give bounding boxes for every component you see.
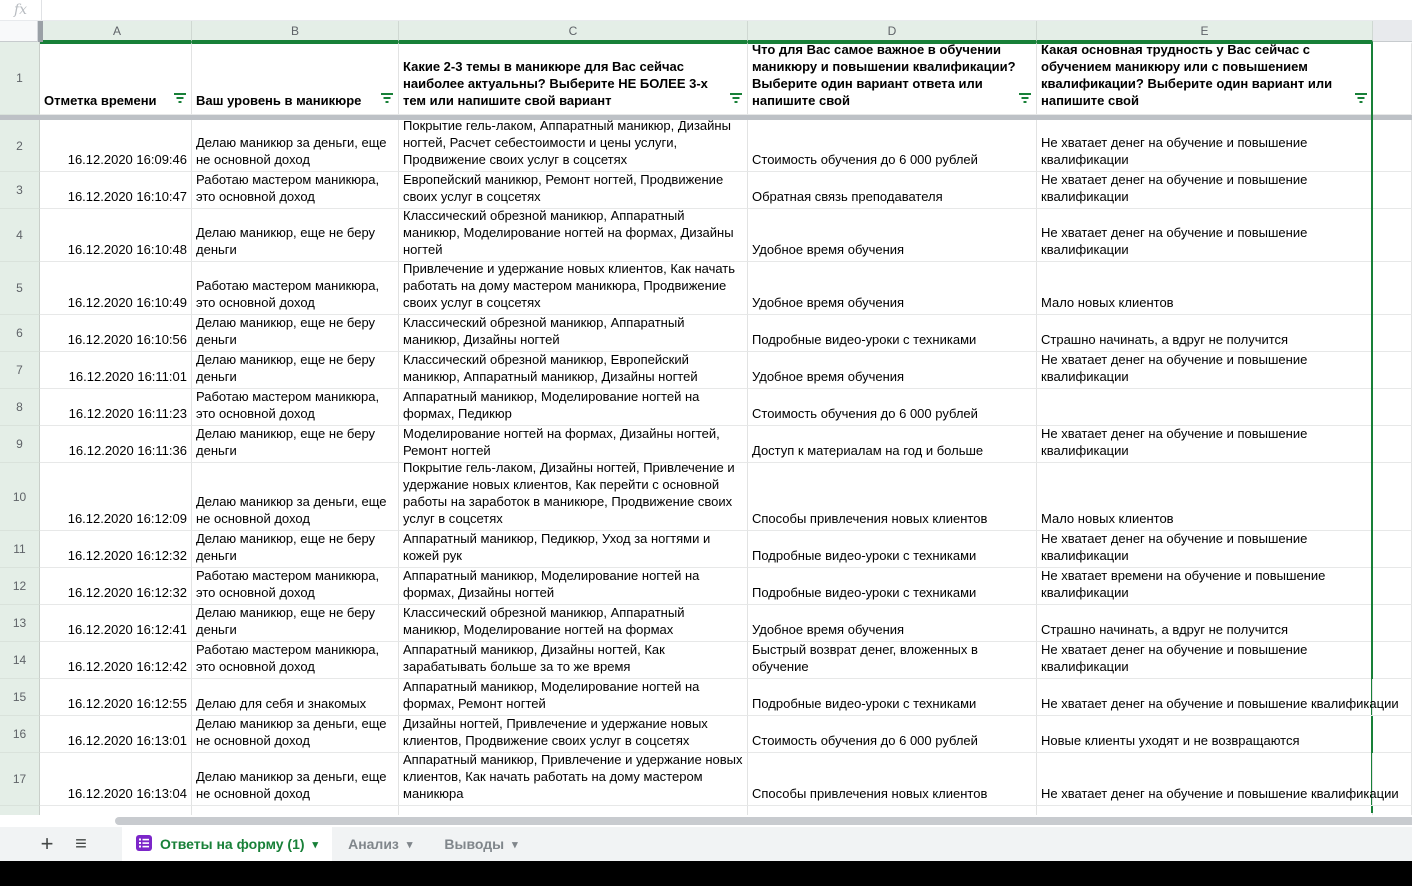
row-header-17[interactable]: 17 — [0, 753, 40, 806]
cell-A16[interactable]: 16.12.2020 16:13:01 — [40, 716, 192, 753]
cell-B12[interactable]: Работаю мастером маникюра, это основной доход — [192, 568, 399, 605]
cell-F1[interactable] — [1373, 42, 1412, 115]
table-row — [0, 209, 1412, 262]
chevron-down-icon[interactable]: ▾ — [312, 838, 319, 851]
cell-F14[interactable] — [1373, 642, 1412, 679]
cell-D5[interactable]: Удобное время обучения — [748, 262, 1037, 315]
cell-B17[interactable]: Делаю маникюр за деньги, еще не основной доход — [192, 753, 399, 806]
column-header-E[interactable]: E — [1037, 21, 1373, 42]
cell-D18[interactable] — [748, 806, 1037, 815]
cell-B10[interactable]: Делаю маникюр за деньги, еще не основной доход — [192, 463, 399, 531]
cell-C6[interactable]: Классический обрезной маникюр, Аппаратный маникюр, Дизайны ногтей — [399, 315, 748, 352]
cell-E7[interactable]: Не хватает денег на обучение и повышение квалификации — [1037, 352, 1373, 389]
table-row-partial — [0, 806, 1412, 815]
scrollbar-thumb[interactable] — [115, 817, 1412, 825]
cell-E10[interactable]: Мало новых клиентов — [1037, 463, 1373, 531]
cell-A15[interactable]: 16.12.2020 16:12:55 — [40, 679, 192, 716]
cell-E1[interactable] — [1037, 42, 1373, 115]
table-row — [0, 753, 1412, 806]
table-row — [0, 426, 1412, 463]
cell-D2[interactable]: Стоимость обучения до 6 000 рублей — [748, 120, 1037, 172]
cell-D17[interactable]: Способы привлечения новых клиентов — [748, 753, 1037, 806]
header-text: Какие 2-3 темы в маникюре для Вас сейчас наиболее актуальны? Выберите НЕ БОЛЕЕ 3-х тем или напишите свой вариант — [403, 59, 708, 108]
cell-F10[interactable] — [1373, 463, 1412, 531]
cell-D8[interactable]: Стоимость обучения до 6 000 рублей — [748, 389, 1037, 426]
cell-B7[interactable]: Делаю маникюр, еще не беру деньги — [192, 352, 399, 389]
header-text: Ваш уровень в маникюре — [196, 93, 362, 108]
cell-D1[interactable] — [748, 42, 1037, 115]
cell-F8[interactable] — [1373, 389, 1412, 426]
cell-D10[interactable]: Способы привлечения новых клиентов — [748, 463, 1037, 531]
row-header-14[interactable]: 14 — [0, 642, 40, 679]
cell-C10[interactable]: Покрытие гель-лаком, Дизайны ногтей, Привлечение и удержание новых клиентов, Как перейти с основной работы на заработок в маникюре, Продвижение своих услуг в соцсетях — [399, 463, 748, 531]
cell-A9[interactable]: 16.12.2020 16:11:36 — [40, 426, 192, 463]
cell-E15[interactable]: Не хватает денег на обучение и повышение квалификации — [1037, 679, 1373, 716]
table-row — [0, 642, 1412, 679]
cell-B6[interactable]: Делаю маникюр, еще не беру деньги — [192, 315, 399, 352]
cell-E14[interactable]: Не хватает денег на обучение и повышение квалификации — [1037, 642, 1373, 679]
chevron-down-icon[interactable]: ▾ — [512, 838, 518, 851]
column-header-C[interactable]: C — [399, 21, 748, 42]
select-all-corner[interactable] — [0, 21, 38, 42]
cell-F6[interactable] — [1373, 315, 1412, 352]
cell-E17[interactable]: Не хватает денег на обучение и повышение квалификации — [1037, 753, 1373, 806]
sheet-grid — [0, 42, 1412, 815]
table-row — [0, 389, 1412, 426]
cell-C12[interactable]: Аппаратный маникюр, Моделирование ногтей на формах, Дизайны ногтей — [399, 568, 748, 605]
cell-E13[interactable]: Страшно начинать, а вдруг не получится — [1037, 605, 1373, 642]
cell-B15[interactable]: Делаю для себя и знакомых — [192, 679, 399, 716]
cell-B8[interactable]: Работаю мастером маникюра, это основной доход — [192, 389, 399, 426]
table-row — [0, 679, 1412, 716]
row-header-8[interactable]: 8 — [0, 389, 40, 426]
cell-B9[interactable]: Делаю маникюр, еще не беру деньги — [192, 426, 399, 463]
row-header-3[interactable]: 3 — [0, 172, 40, 209]
cell-B11[interactable]: Делаю маникюр, еще не беру деньги — [192, 531, 399, 568]
cell-B13[interactable]: Делаю маникюр, еще не беру деньги — [192, 605, 399, 642]
table-row — [0, 172, 1412, 209]
cell-E11[interactable]: Не хватает денег на обучение и повышение квалификации — [1037, 531, 1373, 568]
column-header-A[interactable]: A — [43, 21, 192, 42]
cell-E18[interactable] — [1037, 806, 1373, 815]
table-row — [0, 262, 1412, 315]
cell-B2[interactable]: Делаю маникюр за деньги, еще не основной доход — [192, 120, 399, 172]
cell-F5[interactable] — [1373, 262, 1412, 315]
cell-C4[interactable]: Классический обрезной маникюр, Аппаратный маникюр, Моделирование ногтей на формах, Дизайны ногтей — [399, 209, 748, 262]
filter-icon[interactable] — [173, 91, 187, 108]
cell-F16[interactable] — [1373, 716, 1412, 753]
row-header-9[interactable]: 9 — [0, 426, 40, 463]
cell-B16[interactable]: Делаю маникюр за деньги, еще не основной доход — [192, 716, 399, 753]
table-row — [0, 568, 1412, 605]
tab-otvety-na-formu[interactable] — [122, 827, 332, 861]
cell-D9[interactable]: Доступ к материалам на год и больше — [748, 426, 1037, 463]
cell-E9[interactable]: Не хватает денег на обучение и повышение квалификации — [1037, 426, 1373, 463]
cell-F4[interactable] — [1373, 209, 1412, 262]
cell-A2[interactable]: 16.12.2020 16:09:46 — [40, 120, 192, 172]
column-header-F[interactable] — [1373, 21, 1412, 42]
cell-A8[interactable]: 16.12.2020 16:11:23 — [40, 389, 192, 426]
row-header-11[interactable]: 11 — [0, 531, 40, 568]
cell-A11[interactable]: 16.12.2020 16:12:32 — [40, 531, 192, 568]
cell-E3[interactable]: Не хватает денег на обучение и повышение квалификации — [1037, 172, 1373, 209]
cell-C16[interactable]: Дизайны ногтей, Привлечение и удержание новых клиентов, Продвижение своих услуг в соцсетях — [399, 716, 748, 753]
cell-E6[interactable]: Страшно начинать, а вдруг не получится — [1037, 315, 1373, 352]
row-header-2[interactable]: 2 — [0, 120, 40, 172]
add-sheet-button[interactable]: + — [40, 831, 54, 856]
cell-A4[interactable]: 16.12.2020 16:10:48 — [40, 209, 192, 262]
cell-E8[interactable] — [1037, 389, 1373, 426]
filter-icon[interactable] — [729, 91, 743, 108]
cell-D11[interactable]: Подробные видео-уроки с техниками — [748, 531, 1037, 568]
table-row — [0, 716, 1412, 753]
cell-C13[interactable]: Классический обрезной маникюр, Аппаратный маникюр, Моделирование ногтей на формах — [399, 605, 748, 642]
cell-F11[interactable] — [1373, 531, 1412, 568]
cell-F2[interactable] — [1373, 120, 1412, 172]
table-row — [0, 352, 1412, 389]
cell-B18[interactable] — [192, 806, 399, 815]
row-header-12[interactable]: 12 — [0, 568, 40, 605]
all-sheets-button[interactable]: ≡ — [75, 832, 87, 855]
cell-C2[interactable]: Покрытие гель-лаком, Аппаратный маникюр, Дизайны ногтей, Расчет себестоимости и цены услуги, Продвижение своих услуг в соцсетях — [399, 120, 748, 172]
cell-B14[interactable]: Работаю мастером маникюра, это основной доход — [192, 642, 399, 679]
cell-A10[interactable]: 16.12.2020 16:12:09 — [40, 463, 192, 531]
sheet-tab-bar — [0, 827, 1412, 861]
cell-C5[interactable]: Привлечение и удержание новых клиентов, Как начать работать на дому мастером маникюра, Продвижение своих услуг в соцсетях — [399, 262, 748, 315]
column-header-B[interactable]: B — [192, 21, 399, 42]
cell-F7[interactable] — [1373, 352, 1412, 389]
cell-A1[interactable] — [40, 42, 192, 115]
cell-A5[interactable]: 16.12.2020 16:10:49 — [40, 262, 192, 315]
column-header-D[interactable]: D — [748, 21, 1037, 42]
cell-D3[interactable]: Обратная связь преподавателя — [748, 172, 1037, 209]
row-header-15[interactable]: 15 — [0, 679, 40, 716]
cell-A18[interactable] — [40, 806, 192, 815]
cell-A17[interactable]: 16.12.2020 16:13:04 — [40, 753, 192, 806]
horizontal-scrollbar[interactable] — [0, 815, 1412, 827]
table-row — [0, 460, 1412, 531]
cell-A3[interactable]: 16.12.2020 16:10:47 — [40, 172, 192, 209]
cell-E4[interactable]: Не хватает денег на обучение и повышение квалификации — [1037, 209, 1373, 262]
cell-F18[interactable] — [1373, 806, 1412, 815]
cell-D6[interactable]: Подробные видео-уроки с техниками — [748, 315, 1037, 352]
tab-label: Ответы на форму (1) — [160, 836, 305, 852]
filter-icon[interactable] — [1018, 91, 1032, 108]
cell-F3[interactable] — [1373, 172, 1412, 209]
cell-A12[interactable]: 16.12.2020 16:12:32 — [40, 568, 192, 605]
cell-C7[interactable]: Классический обрезной маникюр, Европейский маникюр, Аппаратный маникюр, Дизайны ногтей — [399, 352, 748, 389]
cell-C1[interactable] — [399, 42, 748, 115]
cell-C3[interactable]: Европейский маникюр, Ремонт ногтей, Продвижение своих услуг в соцсетях — [399, 172, 748, 209]
cell-D7[interactable]: Удобное время обучения — [748, 352, 1037, 389]
filter-icon[interactable] — [1354, 91, 1368, 108]
cell-E16[interactable]: Новые клиенты уходят и не возвращаются — [1037, 716, 1373, 753]
cell-B1[interactable] — [192, 42, 399, 115]
row-header-18[interactable] — [0, 806, 40, 815]
table-row — [0, 531, 1412, 568]
row-header-4[interactable]: 4 — [0, 209, 40, 262]
cell-F12[interactable] — [1373, 568, 1412, 605]
cell-A14[interactable]: 16.12.2020 16:12:42 — [40, 642, 192, 679]
row-header-16[interactable]: 16 — [0, 716, 40, 753]
formula-bar — [0, 0, 1412, 21]
cell-D16[interactable]: Стоимость обучения до 6 000 рублей — [748, 716, 1037, 753]
table-row — [0, 315, 1412, 352]
cell-D13[interactable]: Удобное время обучения — [748, 605, 1037, 642]
row-header-13[interactable]: 13 — [0, 605, 40, 642]
row-header-10[interactable]: 10 — [0, 463, 40, 531]
row-header-5[interactable]: 5 — [0, 262, 40, 315]
chevron-down-icon[interactable]: ▾ — [406, 838, 413, 851]
cell-C18[interactable] — [399, 806, 748, 815]
tab-analiz[interactable] — [332, 827, 428, 861]
form-icon — [136, 835, 152, 854]
table-row — [0, 605, 1412, 642]
cell-B3[interactable]: Работаю мастером маникюра, это основной доход — [192, 172, 399, 209]
fx-icon: fx — [0, 0, 42, 20]
cell-D12[interactable]: Подробные видео-уроки с техниками — [748, 568, 1037, 605]
cell-C9[interactable]: Моделирование ногтей на формах, Дизайны ногтей, Ремонт ногтей — [399, 426, 748, 463]
row-header-1[interactable]: 1 — [0, 42, 40, 115]
header-text: Что для Вас самое важное в обучении маникюру и повышении квалификации? Выберите один вариант ответа или напишите свой — [752, 42, 1016, 108]
tab-label: Выводы — [444, 836, 505, 852]
cell-E12[interactable]: Не хватает времени на обучение и повышение квалификации — [1037, 568, 1373, 605]
tab-label: Анализ — [348, 836, 399, 852]
cell-A6[interactable]: 16.12.2020 16:10:56 — [40, 315, 192, 352]
cell-C11[interactable]: Аппаратный маникюр, Педикюр, Уход за ногтями и кожей рук — [399, 531, 748, 568]
cell-C15[interactable]: Аппаратный маникюр, Моделирование ногтей на формах, Ремонт ногтей — [399, 679, 748, 716]
table-row — [0, 120, 1412, 172]
cell-A13[interactable]: 16.12.2020 16:12:41 — [40, 605, 192, 642]
row-header-6[interactable]: 6 — [0, 315, 40, 352]
cell-D15[interactable]: Подробные видео-уроки с техниками — [748, 679, 1037, 716]
letterbox-bottom — [0, 861, 1412, 886]
column-headers — [0, 21, 1412, 42]
cell-E2[interactable]: Не хватает денег на обучение и повышение квалификации — [1037, 120, 1373, 172]
cell-B4[interactable]: Делаю маникюр, еще не беру деньги — [192, 209, 399, 262]
cell-E5[interactable]: Мало новых клиентов — [1037, 262, 1373, 315]
cell-D4[interactable]: Удобное время обучения — [748, 209, 1037, 262]
header-text: Какая основная трудность у Вас сейчас с обучением маникюру или с повышением квалификации? Выберите один вариант или напишите свой — [1041, 42, 1333, 108]
cell-F13[interactable] — [1373, 605, 1412, 642]
cell-C8[interactable]: Аппаратный маникюр, Моделирование ногтей на формах, Педикюр — [399, 389, 748, 426]
cell-C14[interactable]: Аппаратный маникюр, Дизайны ногтей, Как зарабатывать больше за то же время — [399, 642, 748, 679]
cell-A7[interactable]: 16.12.2020 16:11:01 — [40, 352, 192, 389]
cell-B5[interactable]: Работаю мастером маникюра, это основной доход — [192, 262, 399, 315]
filter-icon[interactable] — [380, 91, 394, 108]
tab-vyvody[interactable] — [428, 827, 533, 861]
cell-F9[interactable] — [1373, 426, 1412, 463]
cell-D14[interactable]: Быстрый возврат денег, вложенных в обучение — [748, 642, 1037, 679]
formula-input[interactable] — [42, 0, 1412, 20]
cell-C17[interactable]: Аппаратный маникюр, Привлечение и удержание новых клиентов, Как начать работать на дому мастером маникюра — [399, 753, 748, 806]
row-header-7[interactable]: 7 — [0, 352, 40, 389]
header-text: Отметка времени — [44, 93, 157, 108]
